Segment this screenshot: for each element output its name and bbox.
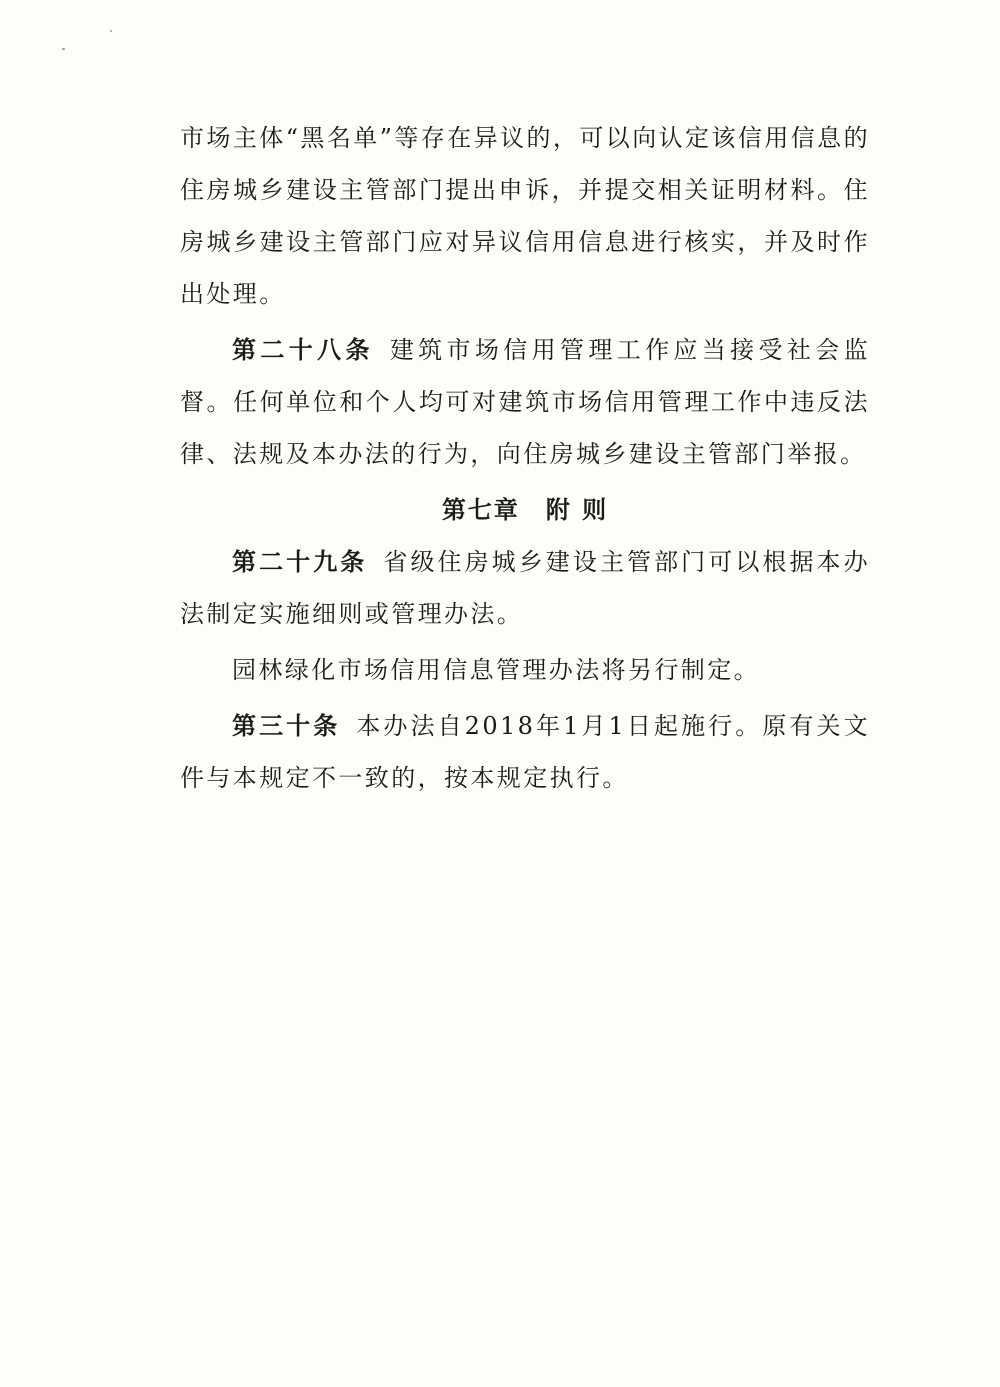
document-body <box>180 112 870 804</box>
paragraph-landscaping <box>180 644 870 696</box>
article-30 <box>180 700 870 804</box>
chapter-title: 附 则 <box>545 495 609 524</box>
scan-speck <box>62 48 65 50</box>
paragraph-text: 市场主体“黑名单”等存在异议的，可以向认定该信用信息的住房城乡建设主管部门提出申诉，并提交相关证明材料。住房城乡建设主管部门应对异议信用信息进行核实，并及时作出处理。 <box>180 124 870 308</box>
scan-speck <box>110 30 112 32</box>
article-number: 第三十条 <box>232 711 341 740</box>
paragraph-complaint-continuation <box>180 112 870 320</box>
article-number: 第二十八条 <box>232 335 374 364</box>
chapter-heading <box>180 484 870 536</box>
article-29 <box>180 536 870 640</box>
article-text: 建筑市场信用管理工作应当接受社会监督。任何单位和个人均可对建筑市场信用管理工作中违反法律、法规及本办法的行为，向住房城乡建设主管部门举报。 <box>180 336 870 468</box>
article-28 <box>180 324 870 480</box>
article-text: 省级住房城乡建设主管部门可以根据本办法制定实施细则或管理办法。 <box>180 548 871 628</box>
chapter-number: 第七章 <box>441 495 520 524</box>
paragraph-text: 园林绿化市场信用信息管理办法将另行制定。 <box>232 656 760 684</box>
article-text: 本办法自2018年1月1日起施行。原有关文件与本规定不一致的，按本规定执行。 <box>180 712 870 792</box>
article-number: 第二十九条 <box>232 547 368 576</box>
